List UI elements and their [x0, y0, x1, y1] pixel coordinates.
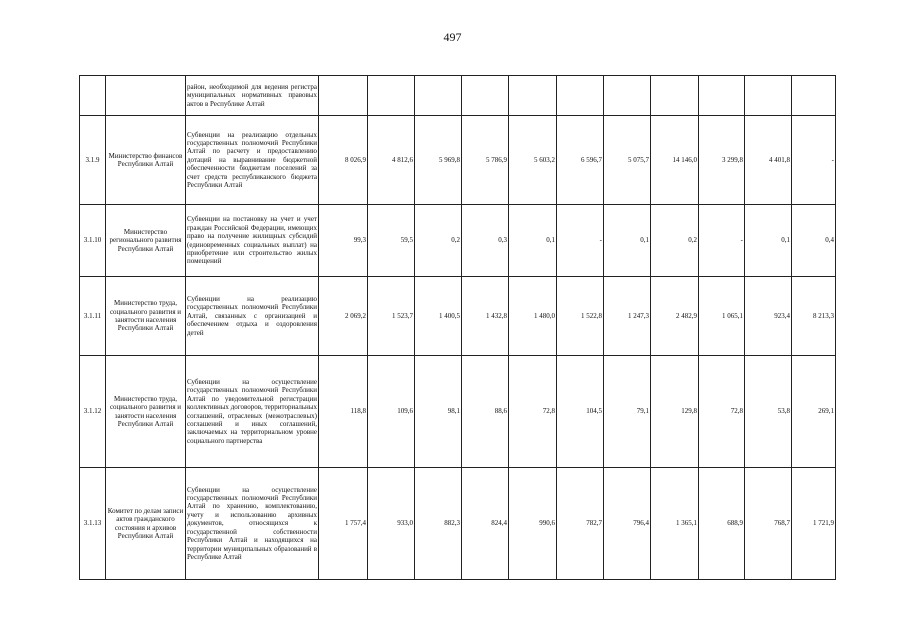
row-value: 0,4 [792, 205, 836, 277]
row-value [509, 76, 557, 116]
row-value: 104,5 [557, 356, 604, 468]
row-value [415, 76, 462, 116]
row-value: 59,5 [368, 205, 415, 277]
page-number: 497 [443, 30, 462, 44]
row-value [792, 76, 836, 116]
row-value: 269,1 [792, 356, 836, 468]
row-value: 1 757,4 [319, 468, 368, 580]
row-organization: Министерство труда, социального развития и занятости населения Республики Алтай [106, 356, 186, 468]
table-row [80, 468, 836, 580]
row-value: 6 596,7 [557, 116, 604, 205]
row-value: 0,1 [745, 205, 792, 277]
row-value [462, 76, 509, 116]
row-value: 990,6 [509, 468, 557, 580]
row-value: 0,1 [509, 205, 557, 277]
table-row [80, 76, 836, 116]
row-value: 0,2 [415, 205, 462, 277]
row-description: район, необходимой для ведения регистра муниципальных нормативных правовых актов в Республике Алтай [186, 76, 319, 116]
row-value: 129,8 [651, 356, 699, 468]
row-value: 53,8 [745, 356, 792, 468]
row-value [699, 76, 745, 116]
row-value: 79,1 [604, 356, 651, 468]
row-value: 1 432,8 [462, 277, 509, 356]
row-description: Субвенции на реализацию государственных полномочий Республики Алтай, связанных с организацией и обеспечением отдыха и оздоровления детей [186, 277, 319, 356]
row-value: 923,4 [745, 277, 792, 356]
row-value: 14 146,0 [651, 116, 699, 205]
row-value: 2 069,2 [319, 277, 368, 356]
row-value: 8 213,3 [792, 277, 836, 356]
row-organization: Комитет по делам записи актов гражданского состояния и архивов Республики Алтай [106, 468, 186, 580]
row-value: 4 401,8 [745, 116, 792, 205]
row-value: 1 365,1 [651, 468, 699, 580]
row-value: 1 522,8 [557, 277, 604, 356]
row-value: 824,4 [462, 468, 509, 580]
row-value: 796,4 [604, 468, 651, 580]
row-value: 0,2 [651, 205, 699, 277]
row-value: 5 786,9 [462, 116, 509, 205]
table-body [80, 76, 836, 580]
row-organization [106, 76, 186, 116]
row-value: 1 480,0 [509, 277, 557, 356]
row-code: 3.1.11 [80, 277, 106, 356]
row-description: Субвенции на реализацию отдельных государственных полномочий Республики Алтай по расчету и предоставлению дотаций на выравнивание бюджетной обеспеченности бюджетам поселений за счет средств республиканского бюджета Республики Алтай [186, 116, 319, 205]
row-value [557, 76, 604, 116]
row-value: 3 299,8 [699, 116, 745, 205]
row-value: 0,1 [604, 205, 651, 277]
row-value: 1 523,7 [368, 277, 415, 356]
row-value: 98,1 [415, 356, 462, 468]
table-row [80, 205, 836, 277]
row-value: 882,3 [415, 468, 462, 580]
row-value: 2 482,9 [651, 277, 699, 356]
row-code: 3.1.9 [80, 116, 106, 205]
row-value [651, 76, 699, 116]
row-value: 933,0 [368, 468, 415, 580]
row-code: 3.1.13 [80, 468, 106, 580]
row-value: 782,7 [557, 468, 604, 580]
row-value: 688,9 [699, 468, 745, 580]
table-row [80, 116, 836, 205]
budget-table [79, 75, 836, 580]
row-value: 72,8 [699, 356, 745, 468]
row-value: 5 075,7 [604, 116, 651, 205]
row-description: Субвенции на осуществление государственных полномочий Республики Алтай по уведомительной регистрации коллективных договоров, территориальных соглашений, отраслевых (межотраслевых) соглашений и иных соглашений, заключаемых на территориальном уровне социального партнерства [186, 356, 319, 468]
row-code: 3.1.10 [80, 205, 106, 277]
row-value [319, 76, 368, 116]
row-code: 3.1.12 [80, 356, 106, 468]
row-value: 99,3 [319, 205, 368, 277]
row-value: 5 603,2 [509, 116, 557, 205]
row-description: Субвенции на постановку на учет и учет граждан Российской Федерации, имеющих право на получение жилищных субсидий (единовременных социальных выплат) на приобретение или строительство жилых помещений [186, 205, 319, 277]
row-value: 5 969,8 [415, 116, 462, 205]
row-organization: Министерство финансов Республики Алтай [106, 116, 186, 205]
row-organization: Министерство регионального развития Республики Алтай [106, 205, 186, 277]
table-row [80, 277, 836, 356]
row-value: 1 400,5 [415, 277, 462, 356]
row-organization: Министерство труда, социального развития и занятости населения Республики Алтай [106, 277, 186, 356]
row-value: 1 065,1 [699, 277, 745, 356]
row-value: 768,7 [745, 468, 792, 580]
row-value: 0,3 [462, 205, 509, 277]
row-value: 8 026,9 [319, 116, 368, 205]
row-value: 72,8 [509, 356, 557, 468]
table-row [80, 356, 836, 468]
row-value: 1 247,3 [604, 277, 651, 356]
row-value: - [557, 205, 604, 277]
row-value [368, 76, 415, 116]
row-value: 4 812,6 [368, 116, 415, 205]
row-value: 109,6 [368, 356, 415, 468]
row-value: 118,8 [319, 356, 368, 468]
row-value: 1 721,9 [792, 468, 836, 580]
row-value: - [699, 205, 745, 277]
row-value: 88,6 [462, 356, 509, 468]
row-description: Субвенции на осуществление государственных полномочий Республики Алтай по хранению, комплектованию, учету и использованию архивных документов, относящихся к государственной собственности Республики Алтай и находящихся на территории муниципальных образований в Республике Алтай [186, 468, 319, 580]
row-code [80, 76, 106, 116]
row-value: - [792, 116, 836, 205]
row-value [604, 76, 651, 116]
row-value [745, 76, 792, 116]
